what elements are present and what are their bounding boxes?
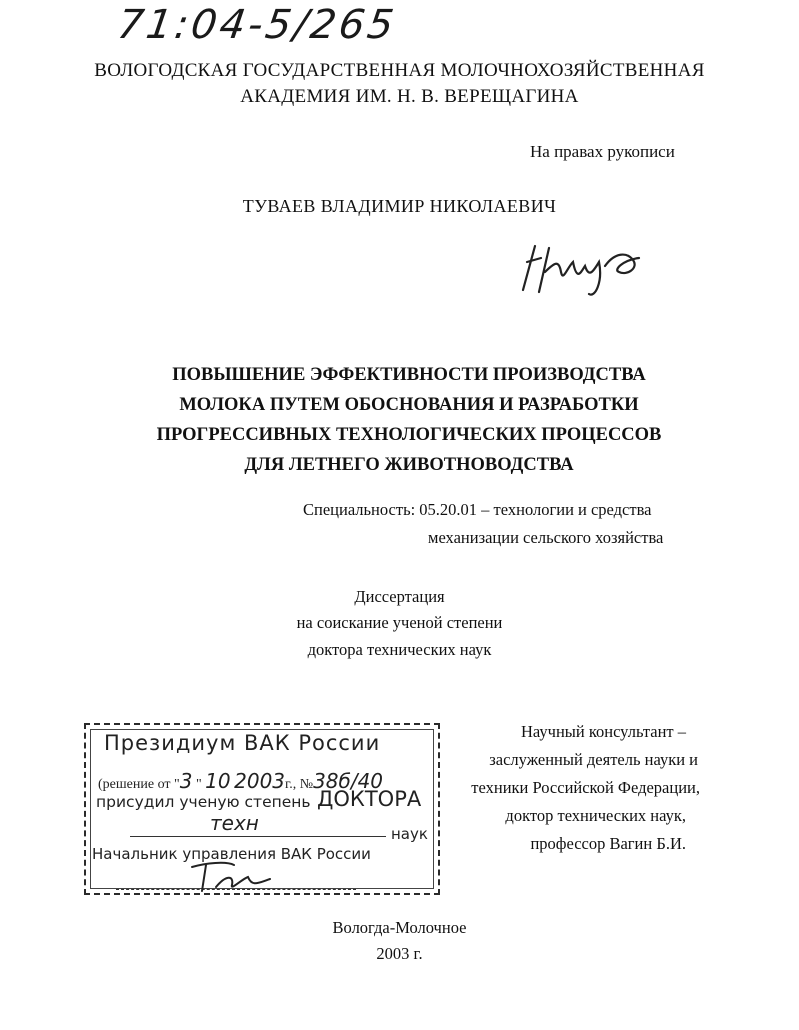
specialty-line-1: Специальность: 05.20.01 – технологии и средства (303, 500, 652, 519)
degree-name: доктора технических наук (307, 640, 492, 659)
dissertation-title (0, 360, 799, 480)
consultant-line-4: доктор технических наук, (505, 806, 686, 825)
stamp-head: Начальник управления ВАК России (92, 845, 371, 863)
stamp-field: техн (210, 811, 259, 835)
stamp-decision-year: 2003 (234, 769, 286, 793)
archive-code: 71:04-5/265 (114, 2, 400, 48)
consultant-line-1: Научный консультант – (521, 722, 686, 741)
stamp-field-underline (130, 836, 386, 837)
consultant-line-2: заслуженный деятель науки и (489, 750, 698, 769)
institution-line-1: ВОЛОГОДСКАЯ ГОСУДАРСТВЕННАЯ МОЛОЧНОХОЗЯЙСТВЕННАЯ (94, 60, 705, 81)
stamp-decision-number: 38б/40 (313, 769, 384, 793)
author-signature (515, 232, 655, 307)
city: Вологда-Молочное (332, 918, 467, 937)
title-line-2: МОЛОКА ПУТЕМ ОБОСНОВАНИЯ И РАЗРАБОТКИ (179, 395, 639, 415)
title-line-1: ПОВЫШЕНИЕ ЭФФЕКТИВНОСТИ ПРОИЗВОДСТВА (172, 365, 646, 385)
stamp-decision-mid: г., № (285, 777, 314, 792)
stamp-degree: ДОКТОРА (317, 787, 422, 811)
dissertation-label: Диссертация (354, 587, 445, 606)
manuscript-rights: На правах рукописи (530, 142, 675, 161)
year: 2003 г. (376, 944, 423, 963)
stamp-decision-day: 3 (179, 769, 193, 793)
stamp-awarded: присудил ученую степень (96, 793, 311, 811)
consultant-line-3: техники Российской Федерации, (471, 778, 700, 797)
stamp-decision-month: 10 (205, 769, 231, 793)
vak-stamp (84, 723, 440, 895)
stamp-title: Президиум ВАК России (104, 731, 381, 755)
title-line-4: ДЛЯ ЛЕТНЕГО ЖИВОТНОВОДСТВА (244, 455, 574, 475)
institution-line-2: АКАДЕМИЯ ИМ. Н. В. ВЕРЕЩАГИНА (240, 86, 579, 107)
stamp-signature (186, 857, 276, 895)
consultant-line-5: профессор Вагин Б.И. (530, 834, 686, 853)
stamp-sciences: наук (391, 825, 428, 843)
title-line-3: ПРОГРЕССИВНЫХ ТЕХНОЛОГИЧЕСКИХ ПРОЦЕССОВ (156, 425, 662, 445)
degree-purpose: на соискание ученой степени (296, 613, 503, 632)
author-name: ТУВАЕВ ВЛАДИМИР НИКОЛАЕВИЧ (242, 196, 557, 216)
stamp-decision: (решение от "3 " 10 2003г., №38б/40 (98, 769, 384, 793)
stamp-decision-prefix: (решение от " (98, 777, 180, 792)
specialty-line-2: механизации сельского хозяйства (428, 528, 664, 547)
